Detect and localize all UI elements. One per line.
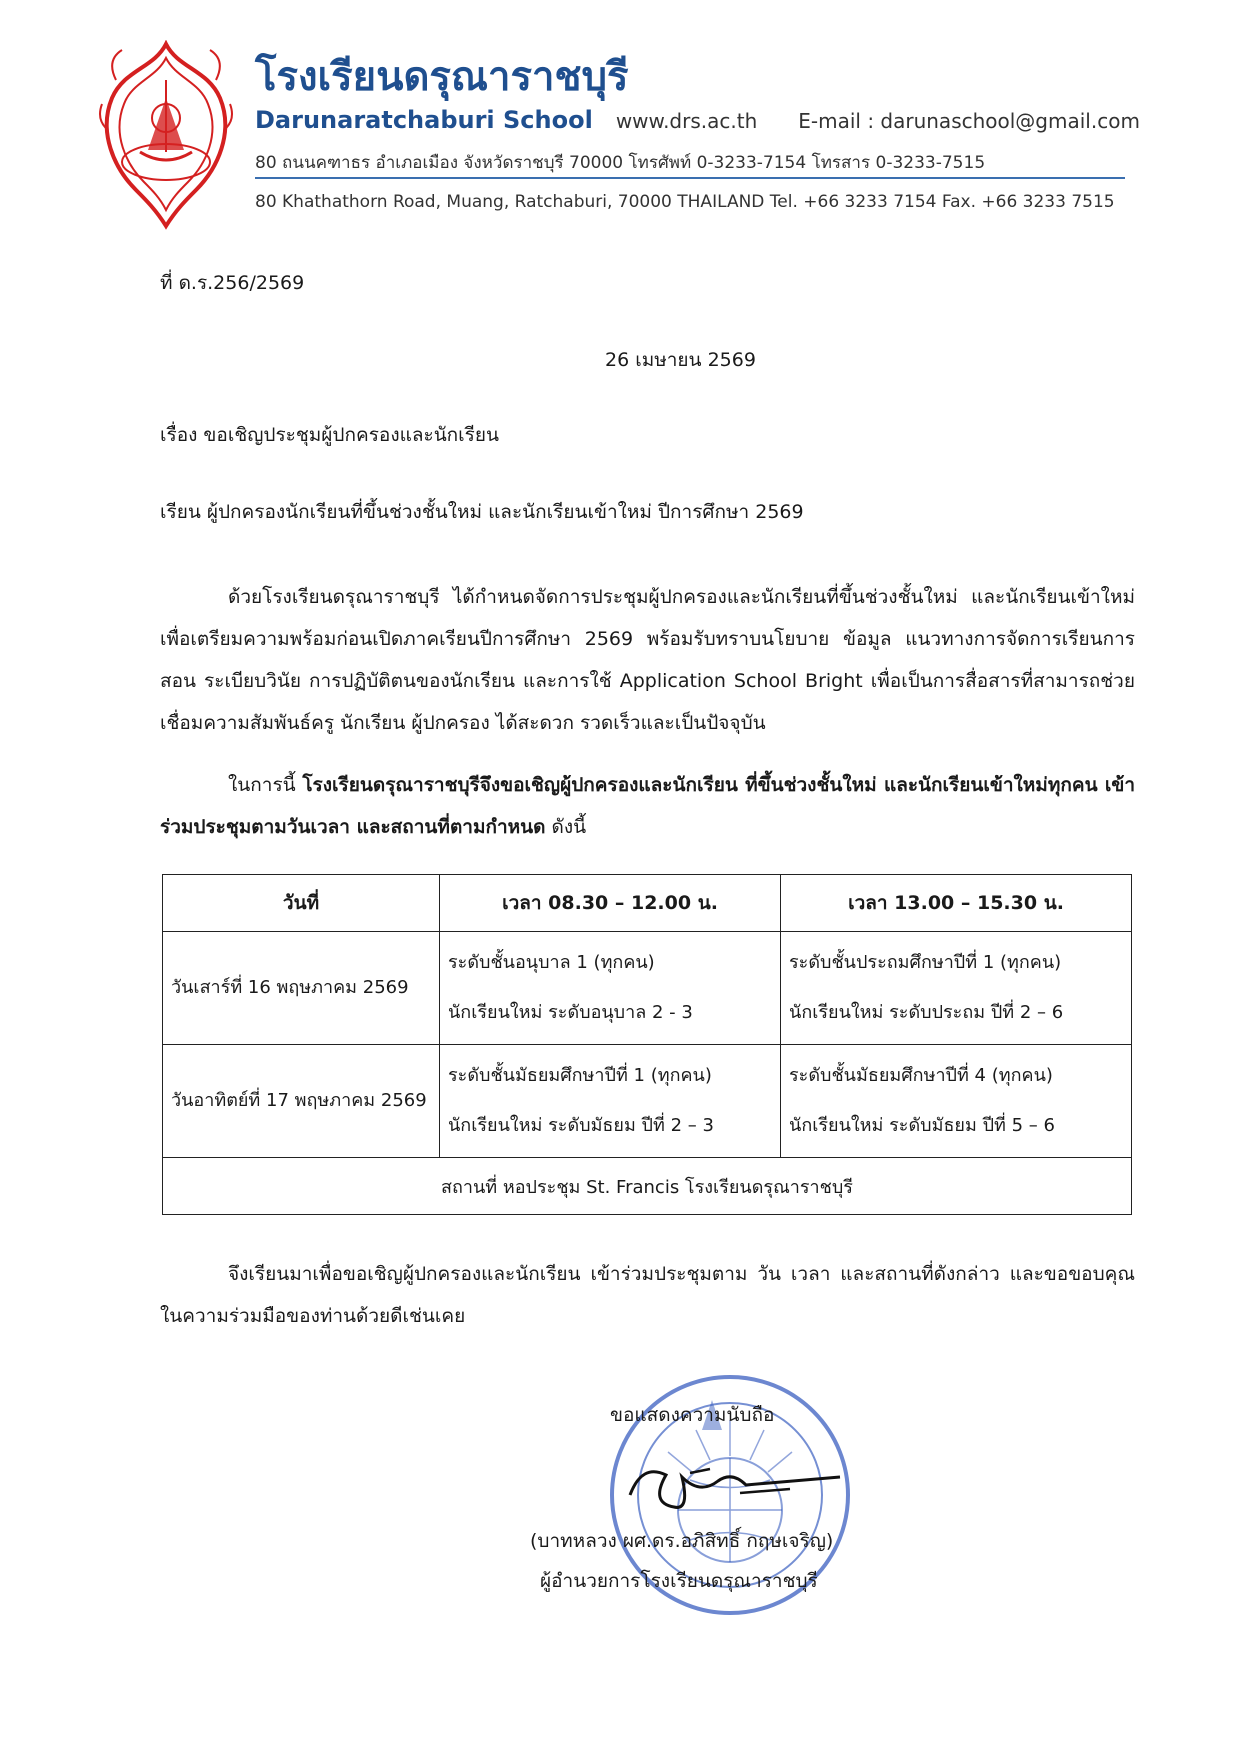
morning-line: ระดับชั้นมัธยมศึกษาปีที่ 1 (ทุกคน) <box>448 1065 712 1086</box>
table-row <box>163 932 1132 1045</box>
row-afternoon <box>781 932 1132 1045</box>
paragraph-1-text: ด้วยโรงเรียนดรุณาราชบุรี ได้กำหนดจัดการประชุมผู้ปกครองและนักเรียนที่ขึ้นช่วงชั้นใหม่ และนักเรียนเข้าใหม่ เพื่อเตรียมความพร้อมก่อนเปิดภาคเรียนปีการศึกษา 2569 พร้อมรับทราบนโยบาย ข้อมูล แนวทางการจัดการเรียนการสอน ระเบียบวินัย การปฏิบัติตนของนักเรียน และการใช้ Application School Bright เพื่อเป็นการสื่อสารที่สามารถช่วยเชื่อมความสัมพันธ์ครู นักเรียน ผู้ปกครอง ได้สะดวก รวดเร็วและเป็นปัจจุบัน <box>160 586 1135 734</box>
header-afternoon: เวลา 13.00 – 15.30 น. <box>781 875 1132 932</box>
venue-cell: สถานที่ หอประชุม St. Francis โรงเรียนดรุณาราชบุรี <box>163 1158 1132 1215</box>
school-name-english: Darunaratchaburi School <box>255 106 593 134</box>
venue-row <box>163 1158 1132 1215</box>
morning-line: นักเรียนใหม่ ระดับอนุบาล 2 - 3 <box>448 1002 693 1023</box>
address-thai: 80 ถนนคฑาธร อำเภอเมือง จังหวัดราชบุรี 70000 โทรศัพท์ 0-3233-7154 โทรสาร 0-3233-7515 <box>255 153 986 173</box>
website-link[interactable]: www.drs.ac.th <box>615 109 758 133</box>
row-date: วันอาทิตย์ที่ 17 พฤษภาคม 2569 <box>163 1045 440 1158</box>
afternoon-line: นักเรียนใหม่ ระดับประถม ปีที่ 2 – 6 <box>789 1002 1064 1023</box>
row-morning <box>440 1045 781 1158</box>
signer-position: ผู้อำนวยการโรงเรียนดรุณาราชบุรี <box>540 1570 818 1592</box>
paragraph-3-text: จึงเรียนมาเพื่อขอเชิญผู้ปกครองและนักเรียน เข้าร่วมประชุมตาม วัน เวลา และสถานที่ดังกล่าว และขอขอบคุณในความร่วมมือของท่านด้วยดีเช่นเคย <box>160 1263 1135 1327</box>
afternoon-line: ระดับชั้นมัธยมศึกษาปีที่ 4 (ทุกคน) <box>789 1065 1053 1086</box>
closing-salutation: ขอแสดงความนับถือ <box>610 1404 775 1426</box>
document-number: ที่ ด.ร.256/2569 <box>160 272 305 294</box>
table-row <box>163 1045 1132 1158</box>
letter-recipient: เรียน ผู้ปกครองนักเรียนที่ขึ้นช่วงชั้นใหม่ และนักเรียนเข้าใหม่ ปีการศึกษา 2569 <box>160 501 804 523</box>
paragraph-2-suffix: ดังนี้ <box>545 816 587 838</box>
row-morning <box>440 932 781 1045</box>
morning-line: นักเรียนใหม่ ระดับมัธยม ปีที่ 2 – 3 <box>448 1115 714 1136</box>
signer-name: (บาทหลวง ผศ.ดร.อภิสิทธิ์ กฤษเจริญ) <box>530 1530 834 1552</box>
afternoon-line: นักเรียนใหม่ ระดับมัธยม ปีที่ 5 – 6 <box>789 1115 1055 1136</box>
body-paragraph-2 <box>160 764 1135 848</box>
table-header-row <box>163 875 1132 932</box>
signature <box>620 1455 850 1525</box>
body-paragraph-3 <box>160 1253 1135 1337</box>
school-contact-row <box>255 106 1140 134</box>
row-date: วันเสาร์ที่ 16 พฤษภาคม 2569 <box>163 932 440 1045</box>
row-afternoon <box>781 1045 1132 1158</box>
school-name-thai: โรงเรียนดรุณาราชบุรี <box>255 54 629 100</box>
school-logo <box>96 40 236 230</box>
header-divider <box>255 177 1125 179</box>
paragraph-2-prefix: ในการนี้ <box>228 774 303 796</box>
paragraph-2-bold: โรงเรียนดรุณาราชบุรีจึงขอเชิญผู้ปกครองและนักเรียน ที่ขึ้นช่วงชั้นใหม่ และนักเรียนเข้าใหม่ทุกคน เข้าร่วมประชุมตามวันเวลา และสถานที่ตามกำหนด <box>160 774 1135 838</box>
document-date: 26 เมษายน 2569 <box>605 349 756 371</box>
morning-line: ระดับชั้นอนุบาล 1 (ทุกคน) <box>448 952 655 973</box>
email-link[interactable]: E-mail : darunaschool@gmail.com <box>798 109 1140 133</box>
body-paragraph-1 <box>160 576 1135 744</box>
letter-subject: เรื่อง ขอเชิญประชุมผู้ปกครองและนักเรียน <box>160 424 500 446</box>
header-morning: เวลา 08.30 – 12.00 น. <box>440 875 781 932</box>
address-english: 80 Khathathorn Road, Muang, Ratchaburi, 70000 THAILAND Tel. +66 3233 7154 Fax. +66 3233 7515 <box>255 192 1115 212</box>
schedule-table <box>162 874 1132 1215</box>
header-date: วันที่ <box>163 875 440 932</box>
afternoon-line: ระดับชั้นประถมศึกษาปีที่ 1 (ทุกคน) <box>789 952 1062 973</box>
